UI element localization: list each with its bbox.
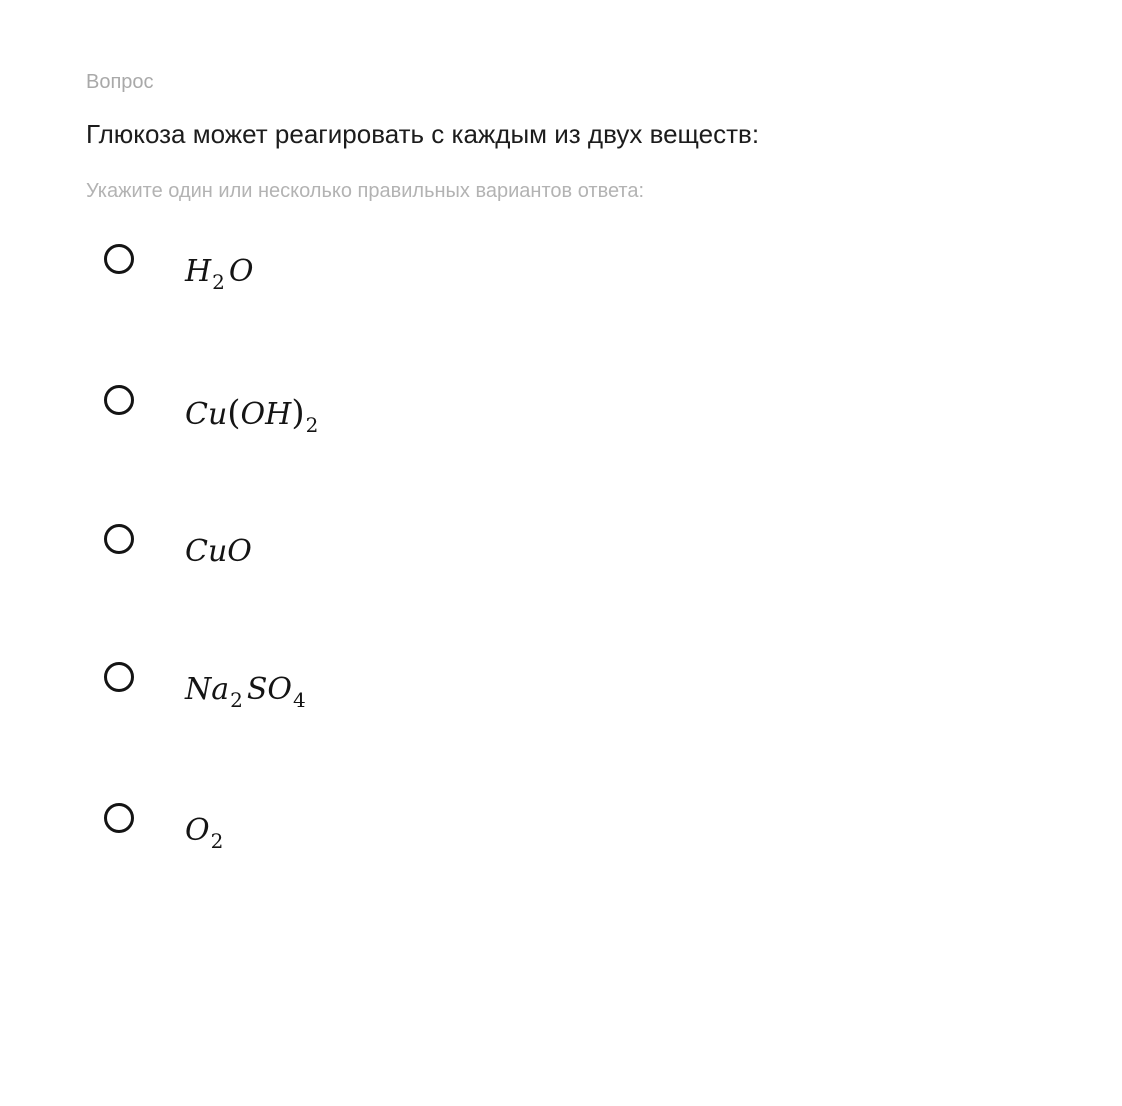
question-title: Глюкоза может реагировать с каждым из двух веществ: bbox=[86, 119, 760, 149]
answer-option-4[interactable] bbox=[104, 662, 604, 722]
question-hint: Укажите один или несколько правильных вариантов ответа: bbox=[86, 180, 645, 202]
radio-button-4[interactable] bbox=[104, 662, 134, 692]
radio-button-5[interactable] bbox=[104, 803, 134, 833]
option-formula-4: $Na_2$ $SO_4$ bbox=[185, 672, 306, 712]
radio-button-2[interactable] bbox=[104, 385, 134, 415]
option-formula-3: CuO bbox=[185, 534, 252, 569]
radio-button-1[interactable] bbox=[104, 244, 134, 274]
answer-option-2[interactable] bbox=[104, 385, 604, 445]
radio-button-3[interactable] bbox=[104, 524, 134, 554]
question-label: Вопрос bbox=[86, 71, 154, 93]
answer-option-1[interactable] bbox=[104, 244, 604, 304]
answer-option-5[interactable] bbox=[104, 803, 604, 863]
answer-option-3[interactable] bbox=[104, 524, 604, 584]
option-formula-5: $O_2$ bbox=[185, 813, 224, 853]
option-formula-2: $Cu(OH)_2$ bbox=[185, 393, 319, 437]
option-formula-1: $H_2$ O bbox=[185, 254, 254, 294]
